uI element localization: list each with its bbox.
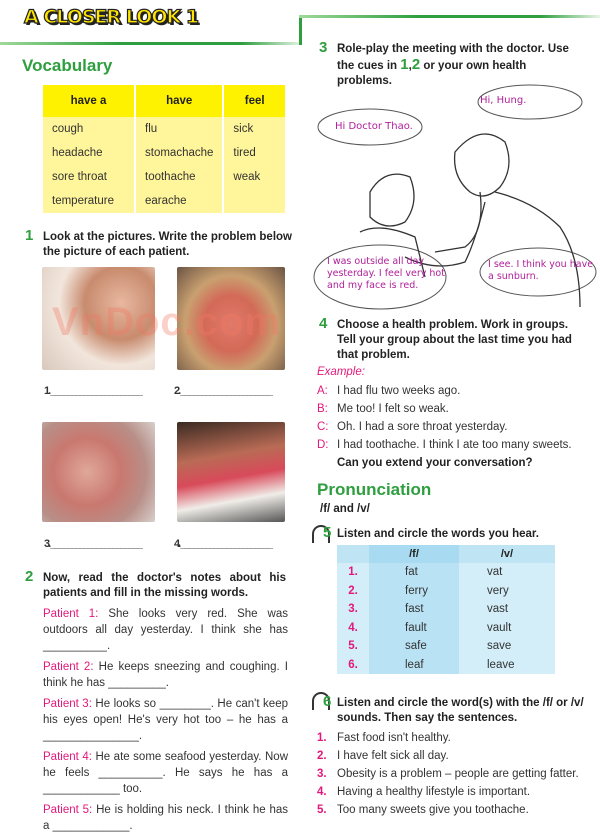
list-item: 5. Too many sweets give you toothache.	[317, 804, 529, 816]
header-divider-left	[0, 42, 302, 45]
bubble-doctor-greeting: Hi, Hung.	[480, 95, 527, 106]
table-row: 2. ferry very	[337, 582, 555, 601]
list-item: 4. Having a healthy lifestyle is important.	[317, 786, 531, 798]
vocabulary-table	[43, 85, 285, 213]
table-row: headache stomachache tired	[43, 141, 285, 165]
photo-patient-3	[42, 422, 155, 522]
bubble-patient-problem: I was outside all day yesterday. I feel very hot and my face is red.	[327, 256, 445, 291]
table-row: 1. fat vat	[337, 563, 555, 582]
vocabulary-heading: Vocabulary	[22, 56, 113, 75]
header-divider-step	[299, 15, 302, 45]
extend-prompt: Can you extend your conversation?	[337, 457, 533, 469]
table-row: temperature earache	[43, 189, 285, 213]
list-item: 2. I have felt sick all day.	[317, 750, 449, 762]
table-row: 5. safe save	[337, 637, 555, 656]
header-divider-right	[299, 15, 600, 18]
patient-note: Patient 1: She looks very red. She was outdoors all day yesterday. I think she has __________.	[43, 608, 288, 652]
minimal-pairs-table: /f/ /v/ 1. fat vat 2. ferry very 3. fast vast 4. fault vault 5. safe save 6. leaf leave	[337, 545, 555, 674]
col-header: feel	[223, 85, 285, 117]
table-row: 6. leaf leave	[337, 656, 555, 675]
answer-blank-4[interactable]: 4. ______________________	[174, 538, 271, 550]
exercise-5-instruction: 5 Listen and circle the words you hear.	[323, 524, 539, 541]
dialogue-line: C: Oh. I had a sore throat yesterday.	[317, 421, 508, 433]
patient-note: Patient 4: He ate some seafood yesterday. Now he feels __________. He says he has a ____________ too.	[43, 751, 288, 795]
answer-blank-3[interactable]: 3. ______________________	[44, 538, 141, 550]
dialogue-line: D: I had toothache. I think I ate too many sweets.	[317, 439, 572, 451]
example-dialogue	[317, 382, 600, 472]
table-row: 4. fault vault	[337, 619, 555, 638]
watermark: VnDoc.com	[52, 300, 282, 344]
bubble-doctor-diagnosis: I see. I think you have a sunburn.	[488, 259, 594, 282]
list-item: 3. Obesity is a problem – people are getting fatter.	[317, 768, 579, 780]
pronunciation-subheading: /f/ and /v/	[320, 503, 370, 515]
answer-blank-2[interactable]: 2. ______________________	[174, 385, 271, 397]
patient-note: Patient 5: He is holding his neck. I think he has a ____________.	[43, 804, 288, 832]
exercise-1-instruction: 1 Look at the pictures. Write the problem below the picture of each patient.	[25, 227, 292, 258]
photo-patient-4	[177, 422, 285, 522]
col-header: have a	[43, 85, 135, 117]
table-row: cough flu sick	[43, 117, 285, 141]
exercise-2-instruction: 2 Now, read the doctor's notes about his patients and fill in the missing words.	[25, 568, 286, 599]
section-banner: A CLOSER LOOK 1	[24, 6, 199, 28]
patient-note: Patient 3: He looks so ________. He can't keep his eyes open! He's very hot too – he has a _______________.	[43, 698, 288, 742]
bubble-patient-greeting: Hi Doctor Thao.	[335, 121, 413, 132]
pronunciation-heading: Pronunciation	[317, 480, 432, 499]
exercise-3-instruction: 3 Role-play the meeting with the doctor. Use the cues in 1,2 or your own health problems.	[319, 39, 569, 87]
exercise-4-instruction: 4 Choose a health problem. Work in groups. Tell your group about the last time you had that problem.	[319, 315, 572, 361]
patient-note: Patient 2: He keeps sneezing and coughing. I think he has _________.	[43, 661, 288, 689]
dialogue-line: B: Me too! I felt so weak.	[317, 403, 449, 415]
list-item: 1. Fast food isn't healthy.	[317, 732, 451, 744]
answer-blank-1[interactable]: 1. ______________________	[44, 385, 141, 397]
dialogue-line: A: I had flu two weeks ago.	[317, 385, 461, 397]
patient-notes	[43, 606, 288, 839]
sentence-list	[317, 729, 600, 819]
col-header: have	[135, 85, 223, 117]
table-row: sore throat toothache weak	[43, 165, 285, 189]
exercise-6-instruction: 6 Listen and circle the word(s) with the /f/ or /v/ sounds. Then say the sentences.	[323, 693, 584, 724]
example-label: Example:	[317, 366, 365, 378]
table-row: 3. fast vast	[337, 600, 555, 619]
